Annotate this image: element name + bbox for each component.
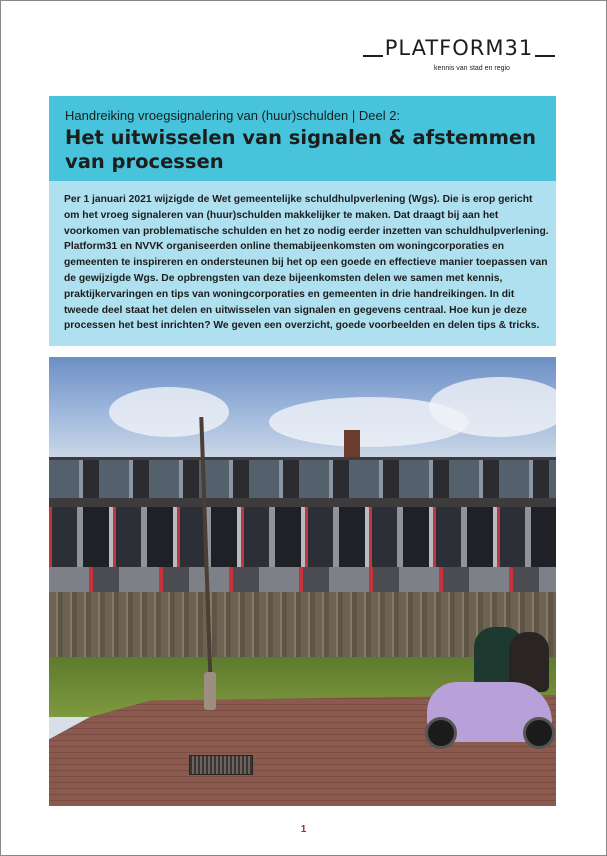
title-band xyxy=(49,96,556,181)
cover-photo xyxy=(49,357,556,806)
platform31-logo xyxy=(362,36,556,72)
series-kicker: Handreiking vroegsignalering van (huur)schulden | Deel 2: xyxy=(65,108,401,123)
cloud xyxy=(109,387,229,437)
cloud xyxy=(429,377,556,437)
scooter-wheel xyxy=(425,717,457,749)
intro-text: Per 1 januari 2021 wijzigde de Wet gemeentelijke schuldhulpverlening (Wgs). Die is erop gericht om het vroeg signaleren van (huur)schulden makkelijker te maken. Dat draagt bij aan het voorkomen van problematische schulden en het zo nodig eerder inzetten van schuldhulpverlening. Platform31 en NVVK organiseerden online themabijeenkomsten om woningcorporaties en gemeenten te inspireren en ondersteunen bij het op een goede en effectieve manier toepassen van de gewijzigde Wgs. De opbrengsten van deze bijeenkomsten delen we samen met kennis, praktijkervaringen en tips van woningcorporaties en gemeenten in drie handreikingen. In dit tweede deel staat het delen en uitwisselen van signalen en gegevens centraal. Hoe kun je deze processen het best inrichten? We geven een overzicht, goede voorbeelden en delen tips & tricks. xyxy=(64,194,549,332)
building-windows-top xyxy=(49,460,556,498)
logo-wordmark: PLATFORM31 xyxy=(363,36,555,60)
drain-grate xyxy=(189,755,253,775)
logo-tagline: kennis van stad en regio xyxy=(434,65,510,72)
intro-box xyxy=(49,181,556,346)
building-windows-middle xyxy=(49,507,556,567)
scooter-wheel xyxy=(523,717,555,749)
bollard xyxy=(204,672,216,710)
page-number: 1 xyxy=(300,824,307,835)
page-title: Het uitwisselen van signalen & afstemmen van processen xyxy=(65,126,537,173)
